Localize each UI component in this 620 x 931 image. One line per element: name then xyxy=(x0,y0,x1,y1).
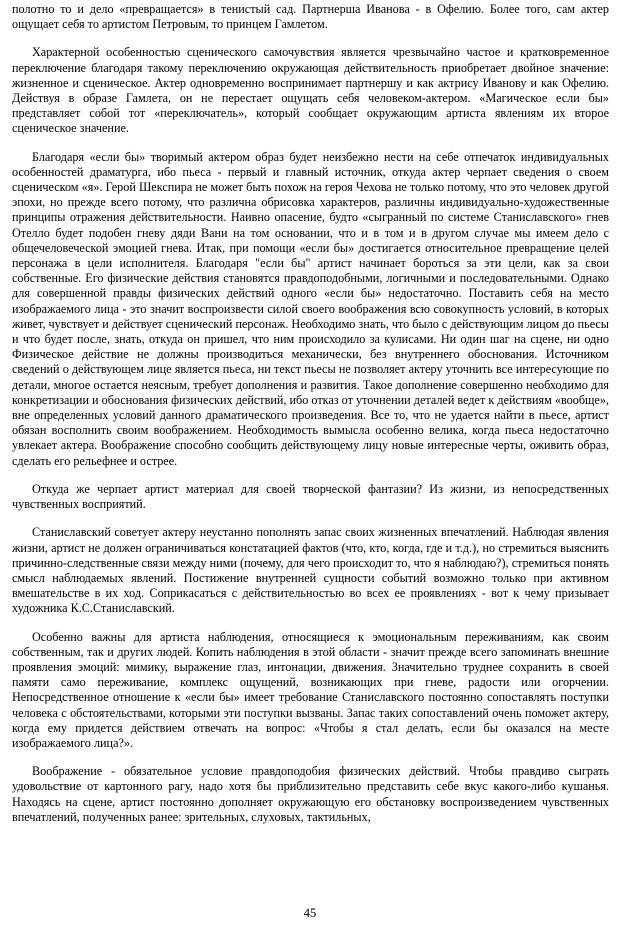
paragraph: Откуда же черпает артист материал для своей творческой фантазии? Из жизни, из непосредственных чувственных восприятий. xyxy=(12,481,609,512)
paragraph: Станиславский советует актеру неустанно пополнять запас своих жизненных впечатлений. Наблюдая явления жизни, артист не должен ограничиваться констатацией фактов (что, кто, когда, где и т.д.), но стремиться выяснить причинно-следственные связи между ними (почему, для чего происходит то, что я наблюдаю?), стремиться понять смысл наблюдаемых явлений. Постижение внутренней сущности событий возможно только при активном вмешательстве в их ход. Соприкасаться с действительностью во всех ее проявлениях - вот к чему призывает художника К.С.Станиславский. xyxy=(12,525,609,616)
paragraph: Характерной особенностью сценического самочувствия является чрезвычайно частое и кратковременное переключение благодаря такому переключению окружающая действительность приобретает двойное значение: жизненное и сценическое. Актер одновременно воспринимает партнершу и как актрису Иванову и как Офелию. Действуя в образе Гамлета, он не перестает ощущать себя человеком-актером. «Магическое если бы» представляет собой тот «переключатель», который сообщает окружающим артиста явлениям их второе сценическое значение. xyxy=(12,45,609,136)
paragraph-continuation: полотно то и дело «превращается» в тенистый сад. Партнерша Иванова - в Офелию. Более того, сам актер ощущает себя то артистом Петровым, то принцем Гамлетом. xyxy=(12,2,609,32)
page-number: 45 xyxy=(303,906,317,920)
paragraph: Воображение - обязательное условие правдоподобия физических действий. Чтобы правдиво сыграть удовольствие от картонного рагу, надо хотя бы приблизительно представить себе вкус какого-либо кушанья. Находясь на сцене, артист постоянно дополняет окружающую его обстановку воспроизведением чувственных впечатлений, полученных ранее: зрительных, слуховых, тактильных, xyxy=(12,764,609,824)
paragraph: Особенно важны для артиста наблюдения, относящиеся к эмоциональным переживаниям, как своим собственным, так и других людей. Копить наблюдения в этой области - значит прежде всего запоминать внешние проявления эмоций: мимику, выражение глаз, интонации, движения. Значительно труднее сохранить в своей памяти само переживание, комплекс ощущений, возникающих при гневе, радости или огорчении. Непосредственное отношение к «если бы» имеет требование Станиславского постоянно сопоставлять поступки человека с обстоятельствами, которыми эти поступки вызваны. Запас таких сопоставлений очень поможет актеру, когда ему придется действием отвечать на вопрос: «Чтобы я стал делать, если бы оказался на месте изображаемого лица?». xyxy=(12,629,609,750)
paragraph: Благодаря «если бы» творимый актером образ будет неизбежно нести на себе отпечаток индивидуальных особенностей драматурга, ибо пьеса - первый и главный источник, откуда актер черпает сведения о своем сценическом «я». Герой Шекспира не может быть похож на героя Чехова не только потому, что это человек другой эпохи, но прежде всего потому, что различна обрисовка характеров, различны индивидуально-художественные принципы отражения действительности. Наивно опасение, будто «сыгранный по системе Станиславского» гнев Отелло будет подобен гневу дяди Вани на том основании, что и в том и в другом случае мы имеем дело с общечеловеческой эмоцией гнева. Итак, при помощи «если бы» достигается относительное превращение целей персонажа в цели исполнителя. Благодаря "если бы" артист начинает бороться за эти цели, как за свои собственные. Его физические действия становятся правдоподобными, логичными и последовательными. Однако для совершенной правды физических действий одного «если бы» недостаточно. Поставить себя на место изображаемого лица - это значит воспроизвести силой своего воображения всю совокупность условий, в которых живет, чувствует и действует сценический персонаж. Необходимо знать, что было с действующим лицом до пьесы и что будет после, знать, откуда он пришел, что ним происходило за кулисами. Ни один шаг на сцене, ни одно Физическое действие не должны производиться механически, без внутреннего обоснования. Источником сведений о действующем лице является пьеса, ни текст пьесы не позволяет актеру уточнить все интересующие по детали, многое остается неясным, требует дополнения и развития. Такое дополнение совершенно необходимо для конкретизации и обоснования физических действий, ибо отказ от уточнении деталей ведет к действиям «вообще», вне определенных условий данного драматического произведения. Все то, что не удается найти в пьесе, артист обязан восполнить своим воображением. Необходимость вымысла особенно велика, когда пьеса недостаточно увлекает актера. Воображение способно сообщить действующему лицу новые интересные черты, оживить образ, сделать его рельефнее и острее. xyxy=(12,149,609,468)
